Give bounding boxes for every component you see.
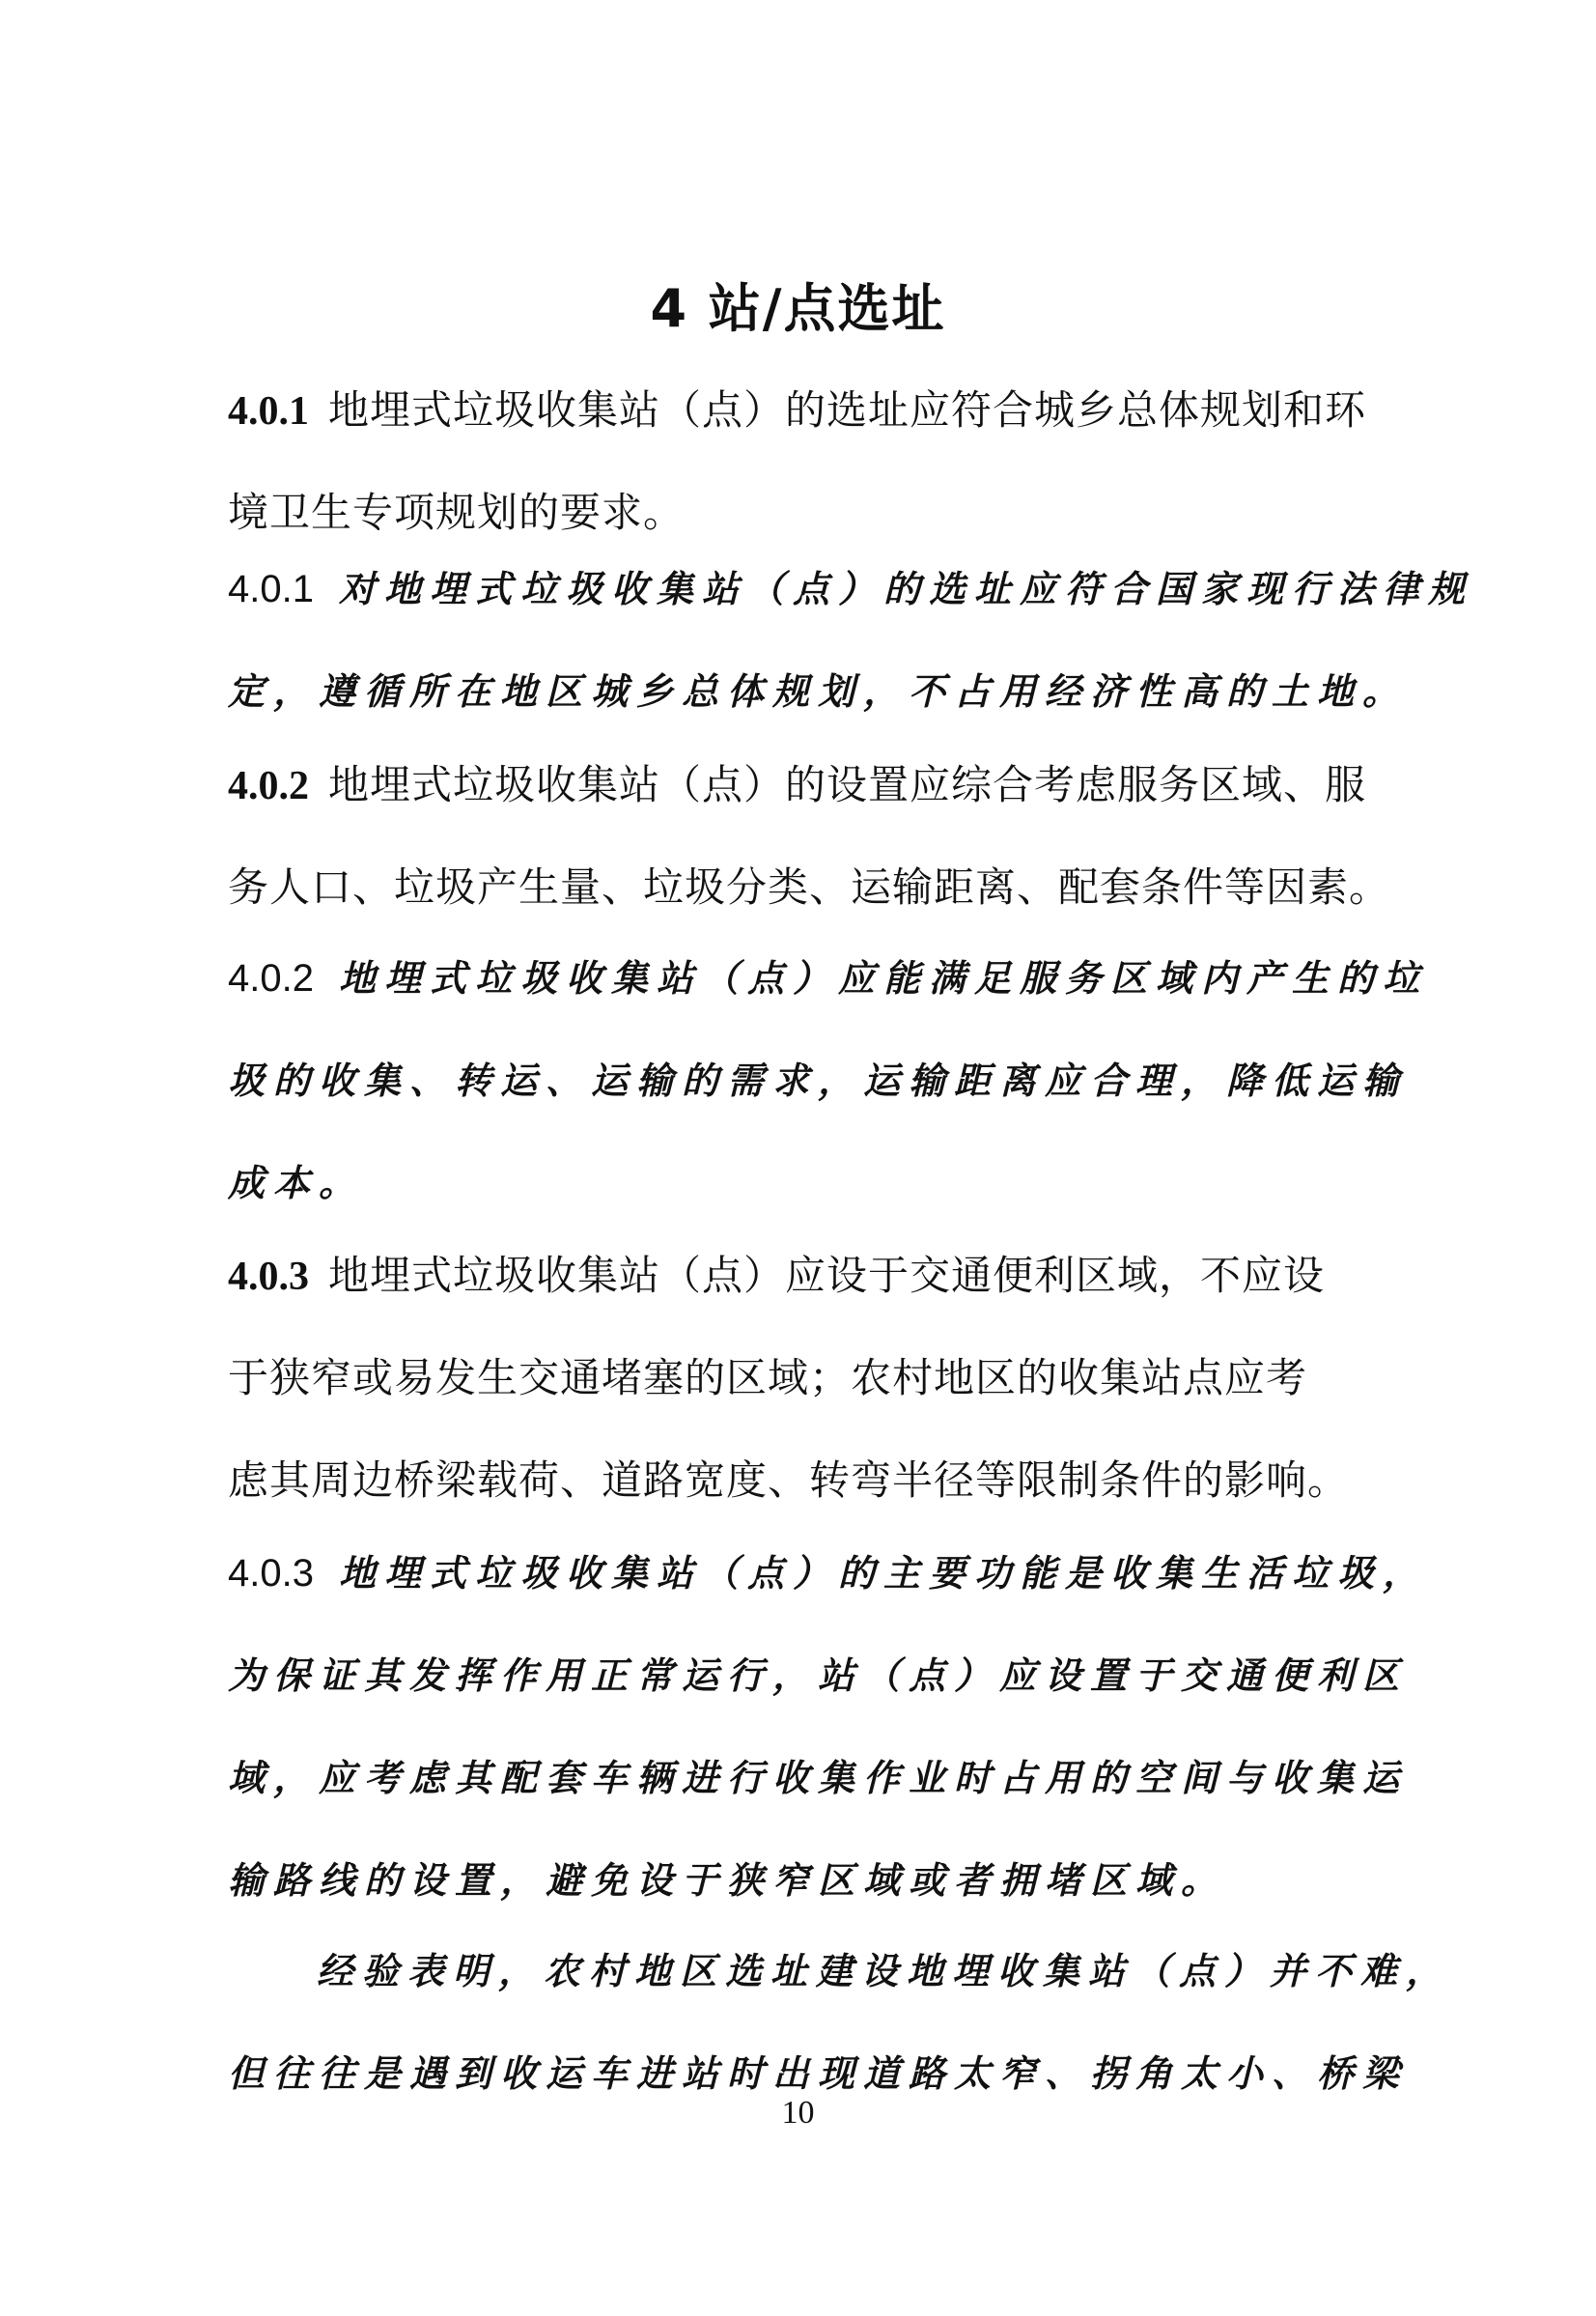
clause-line bbox=[228, 734, 1396, 836]
explanation-line: 圾的收集、转运、运输的需求，运输距离应合理，降低运输 bbox=[228, 1059, 1409, 1102]
explanation-line: 成本。 bbox=[228, 1162, 365, 1204]
explanation-text: 地埋式垃圾收集站（点）应能满足服务区域内产生的垃 bbox=[338, 957, 1428, 1000]
clause-4-0-1 bbox=[228, 359, 1396, 564]
clause-text: 地埋式垃圾收集站（点）的选址应符合城乡总体规划和环 bbox=[328, 386, 1367, 434]
explanation-line: 输路线的设置，避免设于狭窄区域或者拥堵区域。 bbox=[228, 1859, 1227, 1902]
explanation-number: 4.0.3 bbox=[228, 1552, 314, 1595]
explanation-line: 定，遵循所在地区城乡总体规划，不占用经济性高的土地。 bbox=[228, 670, 1409, 713]
clause-text: 地埋式垃圾收集站（点）应设于交通便利区域，不应设 bbox=[328, 1252, 1326, 1299]
explanation-line bbox=[228, 538, 1473, 640]
clause-4-0-2 bbox=[228, 734, 1396, 939]
explanation-number: 4.0.2 bbox=[228, 957, 314, 1000]
explanation-4-0-2 bbox=[228, 927, 1428, 1234]
explanation-4-0-1 bbox=[228, 538, 1473, 743]
explanation-line: 为保证其发挥作用正常运行，站（点）应设置于交通便利区 bbox=[228, 1654, 1409, 1697]
clause-line: 务人口、垃圾产生量、垃圾分类、运输距离、配套条件等因素。 bbox=[228, 863, 1391, 911]
explanation-text: 地埋式垃圾收集站（点）的主要功能是收集生活垃圾， bbox=[338, 1552, 1428, 1595]
explanation-4-0-3 bbox=[228, 1522, 1428, 1932]
clause-text: 地埋式垃圾收集站（点）的设置应综合考虑服务区域、服 bbox=[328, 761, 1367, 808]
clause-line bbox=[228, 359, 1396, 462]
clause-line: 虑其周边桥梁载荷、道路宽度、转弯半径等限制条件的影响。 bbox=[228, 1456, 1350, 1504]
explanation-line: 经验表明，农村地区选址建设地埋收集站（点）并不难， bbox=[317, 1950, 1452, 1992]
clause-4-0-3 bbox=[228, 1225, 1396, 1532]
clause-number: 4.0.2 bbox=[228, 764, 309, 808]
clause-line: 于狭窄或易发生交通堵塞的区域；农村地区的收集站点应考 bbox=[228, 1354, 1308, 1401]
clause-number: 4.0.3 bbox=[228, 1255, 309, 1299]
explanation-line: 但往往是遇到收运车进站时出现道路太窄、拐角太小、桥梁 bbox=[228, 2052, 1409, 2095]
explanation-line: 域，应考虑其配套车辆进行收集作业时占用的空间与收集运 bbox=[228, 1757, 1409, 1799]
clause-line bbox=[228, 1225, 1396, 1327]
chapter-title: 4 站/点选址 bbox=[650, 278, 946, 340]
explanation-number: 4.0.1 bbox=[228, 568, 314, 610]
clause-number: 4.0.1 bbox=[228, 389, 309, 434]
page-number: 10 bbox=[781, 2095, 815, 2131]
explanation-line bbox=[228, 927, 1428, 1030]
explanation-line bbox=[228, 1522, 1428, 1624]
explanation-text: 对地埋式垃圾收集站（点）的选址应符合国家现行法律规 bbox=[338, 568, 1473, 610]
clause-line: 境卫生专项规划的要求。 bbox=[228, 489, 686, 536]
